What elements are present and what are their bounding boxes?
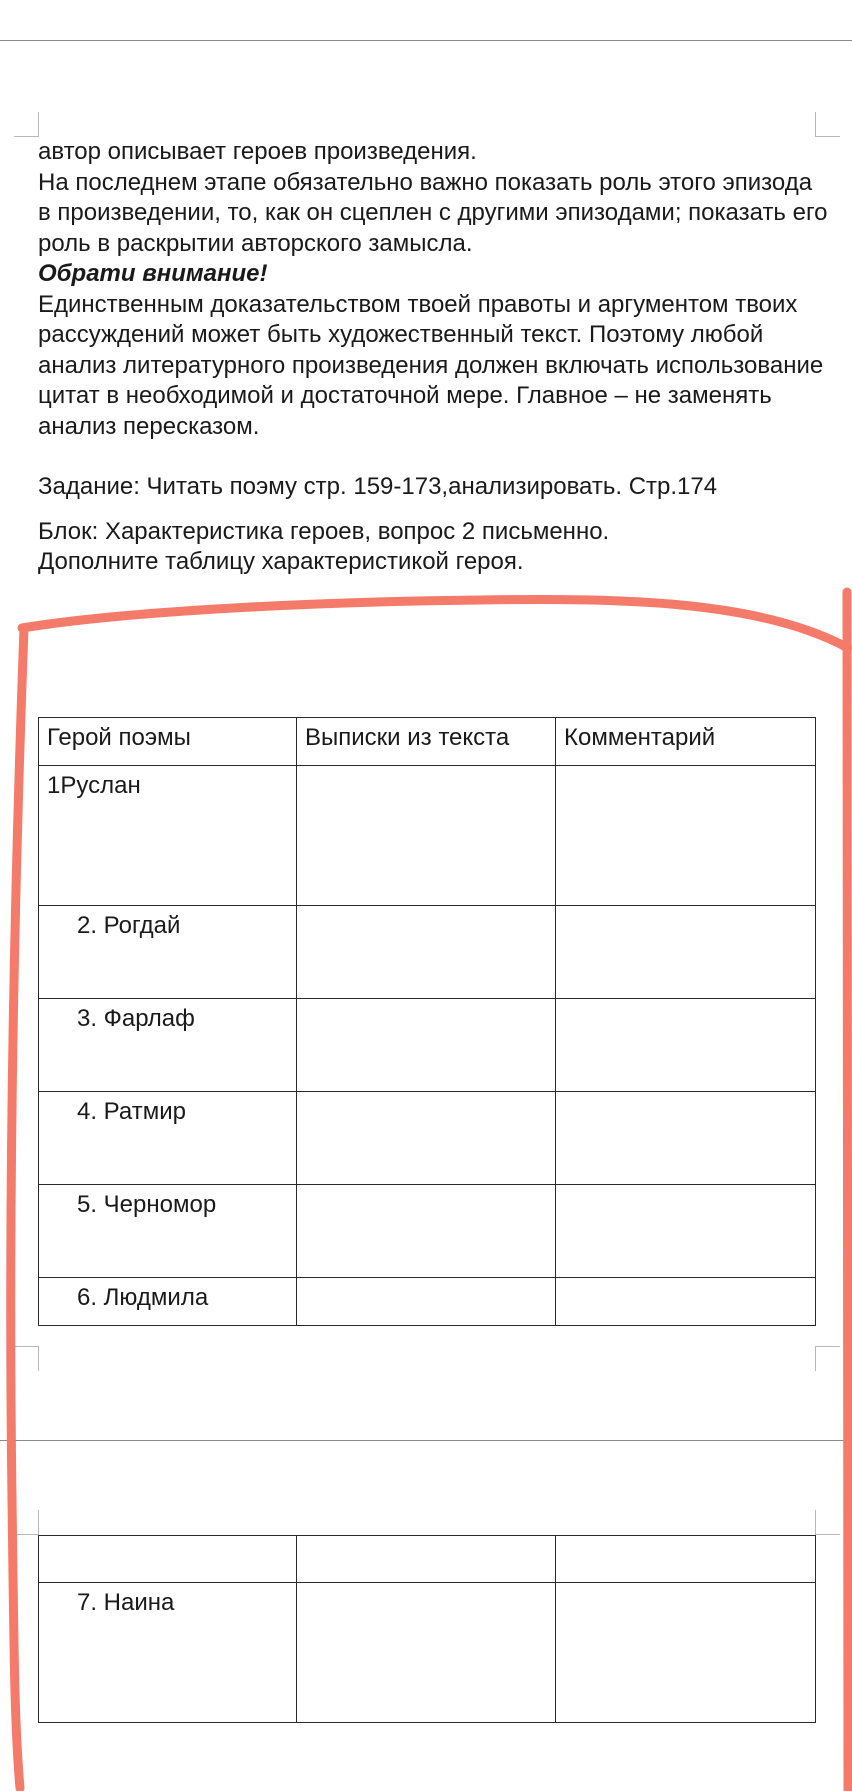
header-comment: Комментарий xyxy=(556,718,816,766)
header-hero: Герой поэмы xyxy=(39,718,297,766)
hero-name-cell: 7. Наина xyxy=(39,1583,297,1723)
paragraph-3: Единственным доказательством твоей правоты и аргументом твоих рассуждений может быть художественный текст. Поэтому любой анализ литературного произведения должен включать использование цитат в необходимой и достаточной мере. Главное – не заменять анализ пересказом. xyxy=(38,290,824,440)
hero-name-cell: 4. Ратмир xyxy=(39,1092,297,1185)
annotation-stroke xyxy=(11,592,848,1791)
block-title: Блок: Характеристика героев, вопрос 2 письменно. xyxy=(38,517,610,545)
attention-heading: Обрати внимание! xyxy=(38,260,268,287)
hero-name-cell: 3. Фарлаф xyxy=(39,999,297,1092)
hero-name-cell: 5. Черномор xyxy=(39,1185,297,1278)
paragraph-2: На последнем этапе обязательно важно показать роль этого эпизода в произведении, то, как он сцеплен с другими эпизодами; показать его роль в раскрытии авторского замысла. xyxy=(38,168,828,257)
hero-name-cell: 1Руслан xyxy=(39,766,297,906)
hero-name-cell: 2. Рогдай xyxy=(39,906,297,999)
header-quotes: Выписки из текста xyxy=(297,718,556,766)
task-text: Задание: Читать поэму стр. 159-173,анализировать. Стр.174 xyxy=(38,473,718,500)
paragraph-1: автор описывает героев произведения. xyxy=(38,138,477,165)
hero-name-cell: 6. Людмила xyxy=(39,1278,297,1326)
table-instruction: Дополните таблицу характеристикой героя. xyxy=(38,548,524,575)
